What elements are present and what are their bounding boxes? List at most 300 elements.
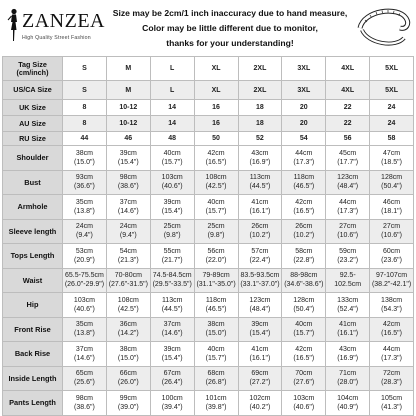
measure-cell [238,366,282,391]
measure-cell [238,293,282,318]
measure-cm: 35cm [75,321,93,329]
measure-cm: 128cm [293,296,315,304]
measure-cell [282,317,326,342]
measure-inch: (39.0") [117,403,139,411]
measure-cm: 25cm [163,223,181,231]
measure-inch: (15.7") [205,354,227,362]
row-label: Tag Size (cm/inch) [3,57,63,81]
size-chart-body [3,57,414,416]
measure-cell [150,366,194,391]
measure-cm: 36cm [119,321,137,329]
size-notice [110,6,350,51]
size-header-row [3,132,414,146]
measure-cm: 79-89cm [202,272,230,280]
measure-cm: 39cm [163,198,181,206]
size-cell: 20 [282,100,326,116]
measure-cm: 98cm [75,394,93,402]
measure-cell [326,342,370,367]
measure-inch: (36.6") [74,183,95,191]
row-label: Hip [3,293,63,318]
measure-inch: (15.0") [205,330,227,338]
measure-cm: 38cm [207,321,225,329]
measure-cell [370,268,414,293]
measure-cm: 108cm [117,296,139,304]
measure-cm: 103cm [161,174,183,182]
measure-cell [282,268,326,293]
measure-cm: 113cm [161,296,183,304]
measure-inch: (48.4") [337,183,359,191]
measure-inch: (17.3") [293,158,315,166]
measure-inch: (17.7") [337,158,359,166]
size-chart-table [2,56,414,416]
size-cell: S [63,57,107,81]
measure-inch: (18.5") [381,158,402,166]
measure-cell [106,391,150,416]
measure-inch: (15.7") [205,207,227,215]
measure-inch: (23.6") [381,256,402,264]
measure-cell [326,268,370,293]
measure-inch: (42.5") [117,305,139,313]
measure-cell [282,391,326,416]
measure-cm: 43cm [339,345,357,353]
measure-inch: (10.2") [249,232,271,240]
size-cell: 22 [326,116,370,132]
measure-cell [194,195,238,220]
size-cell: M [106,81,150,100]
measure-cm: 118cm [293,174,315,182]
measure-inch: (41.3") [381,403,402,411]
measure-cm: 42cm [295,345,313,353]
measure-row [3,146,414,171]
measure-cell [370,366,414,391]
measure-cell [370,146,414,171]
measure-cell [238,317,282,342]
measure-inch: (22.8") [293,256,315,264]
measure-cm: 105cm [381,394,403,402]
measure-cm: 88-98cm [290,272,318,280]
measure-cm: 41cm [251,345,269,353]
measure-inch: (10.6") [337,232,359,240]
row-label: AU Size [3,116,63,132]
measure-cm: 66cm [119,370,137,378]
measure-cm: 44cm [295,149,313,157]
size-cell: 8 [63,100,107,116]
measure-inch: (14.2") [117,330,139,338]
measure-cm: 24cm [119,223,137,231]
notice-line-3: thanks for your understanding! [166,38,294,48]
measure-cell [238,244,282,269]
measure-cell [370,317,414,342]
measure-cm: 45cm [339,149,357,157]
measure-cell [106,146,150,171]
measure-cm: 54cm [119,247,137,255]
measure-inch: (16.5") [293,207,315,215]
measure-cm: 39cm [251,321,269,329]
measure-cm: 128cm [381,174,403,182]
measure-cm: 47cm [383,149,401,157]
size-cell: 18 [238,100,282,116]
measure-inch: (38.6") [117,183,139,191]
measure-inch: (28.3") [381,379,402,387]
measure-cm: 27cm [383,223,401,231]
size-cell: 4XL [326,57,370,81]
measure-cell [106,342,150,367]
measure-inch: (40.9") [337,403,359,411]
size-cell: 22 [326,100,370,116]
row-label: US/CA Size [3,81,63,100]
measure-cell [370,342,414,367]
measure-inch: (16.9") [249,158,271,166]
measure-cell [150,293,194,318]
size-cell: 20 [282,116,326,132]
measure-inch: (26.4") [161,379,183,387]
measure-cell [150,268,194,293]
size-cell: 18 [238,116,282,132]
measure-inch: (16.1") [337,330,359,338]
measure-inch: (15.7") [161,158,183,166]
measure-cell [282,170,326,195]
measure-cell [326,146,370,171]
measure-row [3,268,414,293]
measure-inch: (16.1") [249,207,271,215]
measure-cm: 60cm [383,247,401,255]
measure-inch: (46.5") [205,305,227,313]
size-cell: 58 [370,132,414,146]
measure-cell [194,268,238,293]
measure-cell [238,342,282,367]
size-cell: 10-12 [106,116,150,132]
row-label: Sleeve length [3,219,63,244]
measure-cell [194,391,238,416]
measure-inch: (22.0") [205,256,227,264]
measure-cm: 55cm [163,247,181,255]
measure-cm: 65cm [75,370,93,378]
measure-inch: (18.1") [381,207,402,215]
measure-row [3,391,414,416]
measure-cell [326,219,370,244]
measure-cm: 69cm [251,370,269,378]
measure-cm: 92.5- [339,272,356,280]
measure-inch: (50.4") [381,183,402,191]
measure-inch: (22.4") [249,256,271,264]
measure-inch: (23.2") [337,256,359,264]
measure-inch: (14.6") [74,354,95,362]
measure-inch: (42.5") [205,183,227,191]
measure-inch: 102.5cm [334,281,362,289]
measure-cm: 101cm [205,394,227,402]
measure-inch: (28.0") [337,379,359,387]
header [0,0,416,56]
size-cell: S [63,81,107,100]
measure-inch: (29.5"-33.5") [152,281,192,289]
measure-cell [238,219,282,244]
measure-cm: 53cm [75,247,93,255]
size-cell: 44 [63,132,107,146]
measure-inch: (21.7") [161,256,183,264]
measure-inch: (10.2") [293,232,315,240]
measure-inch: (40.6") [293,403,315,411]
measure-row [3,170,414,195]
measure-cell [194,366,238,391]
measure-cm: 39cm [119,149,137,157]
measure-inch: (9.4") [75,232,93,240]
size-cell: 50 [194,132,238,146]
measure-cell [150,146,194,171]
size-cell: 5XL [370,57,414,81]
measure-row [3,317,414,342]
measure-cell [370,170,414,195]
measure-cm: 100cm [161,394,183,402]
measure-cell [370,244,414,269]
measure-cm: 133cm [337,296,359,304]
measure-cm: 65.5-75.5cm [64,272,104,280]
measure-inch: (16.9") [337,354,359,362]
measure-cm: 37cm [163,321,181,329]
measure-inch: (17.3") [381,354,402,362]
size-header-row [3,81,414,100]
measure-inch: (15.0") [74,158,95,166]
measure-cm: 70-80cm [114,272,142,280]
measure-cell [194,219,238,244]
measure-inch: (44.5") [249,183,271,191]
measure-inch: (14.6") [117,207,139,215]
measure-cell [370,391,414,416]
brand-logo [6,8,105,48]
measure-cell [194,170,238,195]
size-cell: M [106,57,150,81]
measure-cell [238,170,282,195]
measuring-tape-icon [356,4,412,50]
measure-cell [63,366,107,391]
measure-cm: 59cm [339,247,357,255]
measure-row [3,219,414,244]
brand-tagline: High Quality Street Fashion [22,35,91,41]
row-label: RU Size [3,132,63,146]
measure-inch: (40.6") [161,183,183,191]
measure-cell [326,293,370,318]
measure-cell [370,195,414,220]
size-cell: XL [194,57,238,81]
size-cell: 3XL [282,57,326,81]
measure-cm: 26cm [251,223,269,231]
measure-cm: 38cm [75,149,93,157]
brand-name: ZANZEA [22,10,105,32]
measure-cm: 67cm [163,370,181,378]
measure-cell [63,146,107,171]
row-label: Inside Length [3,366,63,391]
measure-cell [63,391,107,416]
measure-inch: (39.4") [161,403,183,411]
measure-cell [63,244,107,269]
measure-inch: (16.1") [249,354,271,362]
measure-inch: (14.6") [161,330,183,338]
measure-row [3,342,414,367]
measure-inch: (10.6") [381,232,402,240]
measure-inch: (16.5") [381,330,402,338]
measure-cm: 98cm [119,174,137,182]
measure-cm: 27cm [339,223,357,231]
measure-cm: 138cm [381,296,403,304]
measure-cm: 38cm [119,345,137,353]
measure-inch: (54.3") [381,305,402,313]
measure-inch: (27.2") [249,379,271,387]
measure-cell [150,317,194,342]
measure-cm: 42cm [295,198,313,206]
measure-cell [150,244,194,269]
measure-cm: 108cm [205,174,227,182]
measure-cm: 83.5-93.5cm [240,272,280,280]
measure-cell [63,293,107,318]
measure-cell [150,391,194,416]
measure-cell [282,293,326,318]
size-cell: 2XL [238,57,282,81]
measure-cell [63,268,107,293]
measure-cm: 70cm [295,370,313,378]
measure-cell [194,342,238,367]
row-label: Front Rise [3,317,63,342]
measure-inch: (26.0") [117,379,139,387]
measure-cm: 43cm [251,149,269,157]
measure-cell [282,366,326,391]
row-label: UK Size [3,100,63,116]
measure-inch: (15.4") [117,158,139,166]
measure-cm: 72cm [383,370,401,378]
size-cell: 10-12 [106,100,150,116]
measure-inch: (17.3") [337,207,359,215]
measure-inch: (52.4") [337,305,359,313]
measure-inch: (39.8") [205,403,227,411]
measure-cell [238,268,282,293]
measure-cell [238,146,282,171]
row-label: Waist [3,268,63,293]
measure-cm: 74.5-84.5cm [152,272,192,280]
measure-cm: 46cm [383,198,401,206]
measure-cell [326,244,370,269]
row-label: Bust [3,170,63,195]
measure-cm: 99cm [119,394,137,402]
size-cell: 14 [150,100,194,116]
measure-inch: (50.4") [293,305,315,313]
measure-inch: (46.5") [293,183,315,191]
measure-inch: (15.7") [293,330,315,338]
measure-cell [326,170,370,195]
size-cell: 46 [106,132,150,146]
row-label: Pants Length [3,391,63,416]
size-header-row [3,116,414,132]
measure-inch: (27.6") [293,379,315,387]
measure-cell [326,391,370,416]
measure-cell [150,219,194,244]
measure-cell [282,244,326,269]
measure-inch: (40.6") [74,305,95,313]
measure-cm: 97-107cm [375,272,408,280]
measure-cell [238,195,282,220]
measure-cm: 40cm [207,345,225,353]
measure-row [3,195,414,220]
size-cell: 16 [194,116,238,132]
measure-cm: 103cm [73,296,95,304]
measure-cell [326,317,370,342]
size-cell: XL [194,81,238,100]
measure-cell [106,219,150,244]
measure-inch: (9.4") [119,232,137,240]
woman-silhouette-icon [6,8,20,42]
measure-cm: 40cm [207,198,225,206]
measure-row [3,244,414,269]
measure-inch: (38.2"-42.1") [371,281,412,289]
measure-inch: (34.6"-38.6") [284,281,324,289]
measure-cell [63,342,107,367]
measure-cm: 35cm [75,198,93,206]
measure-cm: 37cm [75,345,93,353]
measure-cell [370,293,414,318]
size-cell: 2XL [238,81,282,100]
measure-cm: 123cm [337,174,359,182]
measure-cm: 56cm [207,247,225,255]
measure-inch: (26.8") [205,379,227,387]
measure-inch: (15.0") [117,354,139,362]
measure-inch: (13.8") [74,330,95,338]
measure-cm: 40cm [163,149,181,157]
measure-cm: 42cm [383,321,401,329]
measure-inch: (15.4") [249,330,271,338]
measure-cell [238,391,282,416]
measure-row [3,293,414,318]
measure-cm: 44cm [383,345,401,353]
measure-cm: 41cm [251,198,269,206]
measure-inch: (15.4") [161,207,183,215]
size-header-row [3,100,414,116]
measure-cell [326,195,370,220]
measure-cm: 41cm [339,321,357,329]
row-label: Armhole [3,195,63,220]
notice-line-2: Color may be little different due to monitor, [142,23,318,33]
measure-inch: (9.8") [163,232,181,240]
measure-cell [150,342,194,367]
measure-cm: 103cm [293,394,315,402]
measure-cell [194,293,238,318]
measure-cell [63,317,107,342]
measure-cell [370,219,414,244]
measure-cell [282,219,326,244]
measure-cm: 71cm [339,370,357,378]
size-cell: 52 [238,132,282,146]
measure-cell [194,317,238,342]
measure-cm: 25cm [207,223,225,231]
size-cell: 14 [150,116,194,132]
measure-inch: (16.5") [293,354,315,362]
measure-cell [106,195,150,220]
measure-cm: 39cm [163,345,181,353]
measure-inch: (9.8") [207,232,225,240]
measure-cell [106,317,150,342]
measure-inch: (27.6"-31.5") [108,281,148,289]
measure-cell [63,219,107,244]
row-label: Shoulder [3,146,63,171]
measure-inch: (16.5") [205,158,227,166]
notice-line-1: Size may be 2cm/1 inch inaccuracy due to hand measure, [112,8,348,18]
measure-cm: 118cm [205,296,227,304]
size-cell: L [150,57,194,81]
measure-cell [194,244,238,269]
measure-inch: (38.6") [74,403,95,411]
measure-row [3,366,414,391]
row-label: Back Rise [3,342,63,367]
measure-cell [106,268,150,293]
measure-cell [282,146,326,171]
measure-cm: 93cm [75,174,93,182]
measure-inch: (48.4") [249,305,271,313]
